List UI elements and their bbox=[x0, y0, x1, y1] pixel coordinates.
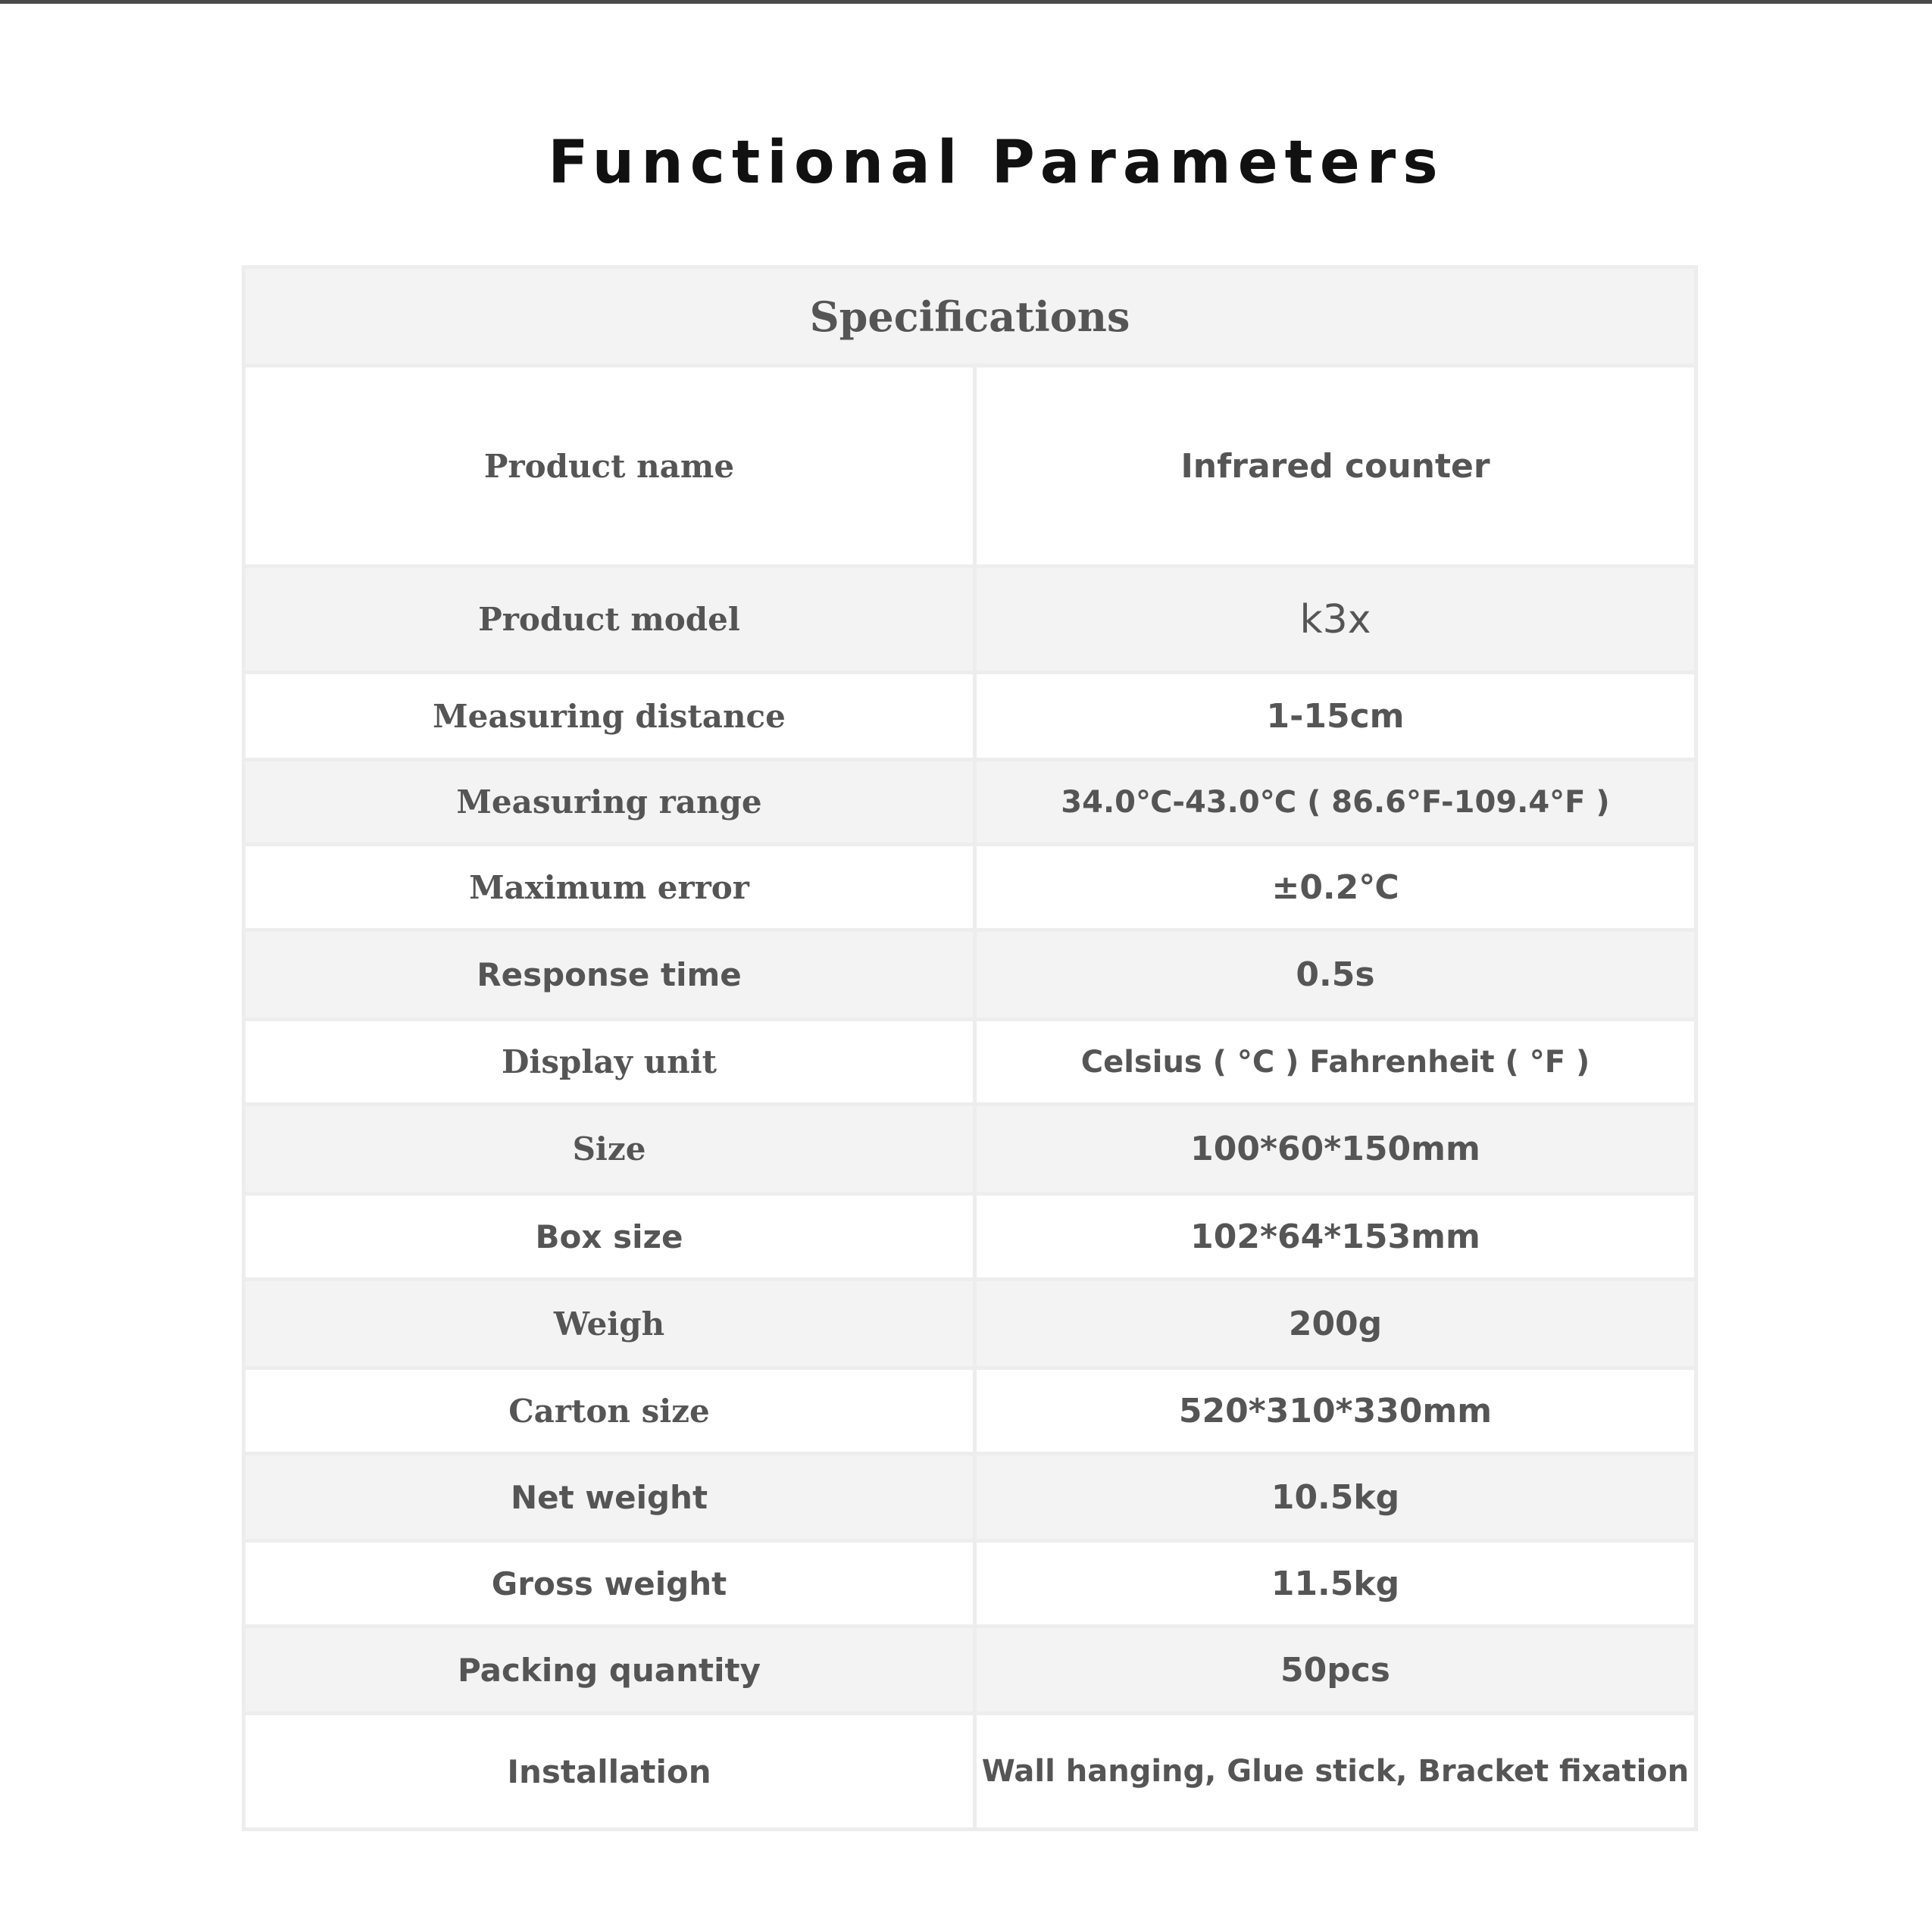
row-label: Measuring range bbox=[245, 761, 977, 843]
top-divider bbox=[0, 0, 1932, 4]
row-label: Product model bbox=[245, 568, 977, 671]
table-row bbox=[245, 1455, 1694, 1543]
specifications-table bbox=[242, 265, 1698, 1831]
row-value: 0.5s bbox=[1296, 955, 1375, 994]
table-row bbox=[245, 568, 1694, 674]
row-value: 520*310*330mm bbox=[1178, 1391, 1493, 1430]
table-row bbox=[245, 1543, 1694, 1628]
row-value: 102*64*153mm bbox=[1190, 1217, 1480, 1256]
table-row bbox=[245, 846, 1694, 932]
table-row bbox=[245, 1715, 1694, 1827]
table-row bbox=[245, 1196, 1694, 1281]
row-label: Response time bbox=[245, 932, 977, 1018]
row-label: Measuring distance bbox=[245, 674, 977, 758]
row-value: 50pcs bbox=[1280, 1650, 1390, 1690]
table-row bbox=[245, 761, 1694, 846]
row-value: 34.0℃-43.0℃ ( 86.6°F-109.4°F ) bbox=[1061, 784, 1610, 820]
table-row bbox=[245, 674, 1694, 761]
row-value: 11.5kg bbox=[1271, 1564, 1400, 1603]
table-row bbox=[245, 367, 1694, 568]
table-header bbox=[245, 269, 1694, 367]
row-value: Wall hanging, Glue stick, Bracket fixation bbox=[981, 1754, 1690, 1789]
row-value: k3x bbox=[1299, 596, 1371, 642]
table-header-label: Specifications bbox=[809, 292, 1130, 341]
row-label: Gross weight bbox=[245, 1543, 977, 1624]
row-label: Packing quantity bbox=[245, 1628, 977, 1712]
page-title: Functional Parameters bbox=[548, 129, 1445, 197]
table-row bbox=[245, 1281, 1694, 1370]
row-label: Box size bbox=[245, 1196, 977, 1277]
table-row bbox=[245, 1628, 1694, 1715]
table-row bbox=[245, 1370, 1694, 1455]
row-label: Weigh bbox=[245, 1281, 977, 1366]
row-label: Maximum error bbox=[245, 846, 977, 928]
row-value: 200g bbox=[1288, 1304, 1383, 1343]
row-label: Size bbox=[245, 1106, 977, 1192]
row-label: Carton size bbox=[245, 1370, 977, 1452]
table-row bbox=[245, 932, 1694, 1021]
row-label: Installation bbox=[245, 1715, 977, 1827]
row-label: Net weight bbox=[245, 1455, 977, 1539]
row-value: 10.5kg bbox=[1271, 1477, 1400, 1517]
row-value: 100*60*150mm bbox=[1190, 1130, 1480, 1168]
table-row bbox=[245, 1021, 1694, 1106]
row-label: Display unit bbox=[245, 1021, 977, 1102]
table-row bbox=[245, 1106, 1694, 1196]
row-value: Infrared counter bbox=[1180, 446, 1490, 486]
row-label: Product name bbox=[245, 367, 977, 564]
row-value: 1-15cm bbox=[1266, 696, 1405, 736]
row-value: ±0.2℃ bbox=[1271, 868, 1399, 907]
row-value: Celsius ( °C ) Fahrenheit ( °F ) bbox=[1080, 1044, 1590, 1080]
